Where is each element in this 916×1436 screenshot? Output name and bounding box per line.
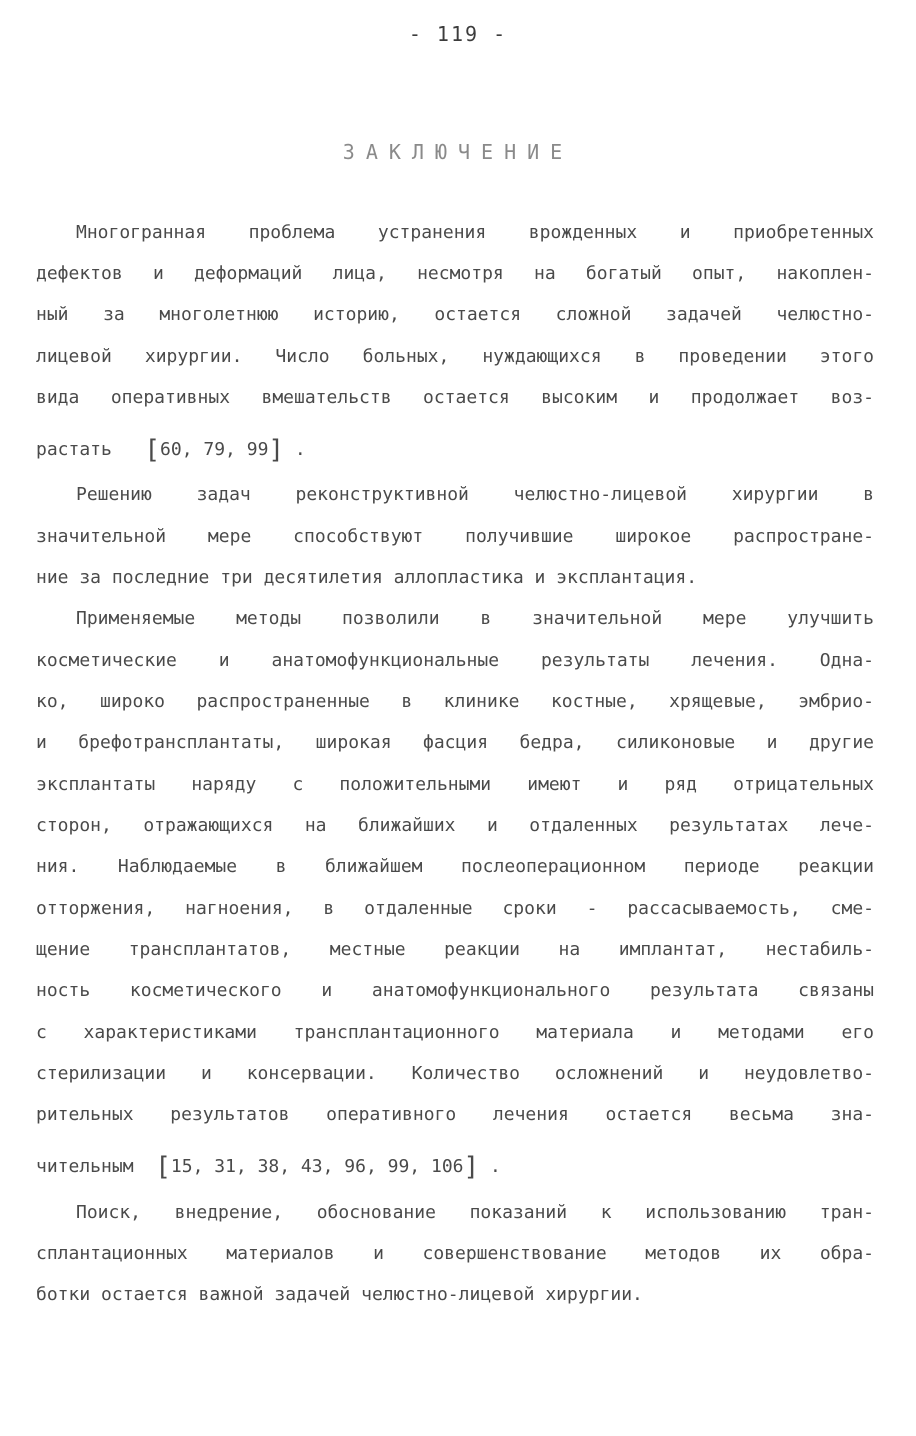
citation-numbers: 60, 79, 99 xyxy=(160,439,269,460)
text-line: дефектов и деформаций лица, несмотря на богатый опыт, накоплен- xyxy=(36,263,874,284)
text-line: косметические и анатомофункциональные результаты лечения. Одна- xyxy=(36,650,874,671)
text-line: стерилизации и консервации. Количество осложнений и неудовлетво- xyxy=(36,1063,874,1084)
citation-numbers: 15, 31, 38, 43, 96, 99, 106 xyxy=(170,1156,464,1177)
text-line: лицевой хирургии. Число больных, нуждающихся в проведении этого xyxy=(36,346,874,367)
text-line: ботки остается важной задачей челюстно-лицевой хирургии. xyxy=(36,1284,643,1305)
text-line: ко, широко распространенные в клинике костные, хрящевые, эмбрио- xyxy=(36,691,874,712)
text-line: отторжения, нагноения, в отдаленные сроки - рассасываемость, сме- xyxy=(36,898,874,919)
text-line: сторон, отражающихся на ближайших и отдаленных результатах лече- xyxy=(36,815,874,836)
section-heading: ЗАКЛЮЧЕНИЕ xyxy=(342,140,574,164)
close-bracket: ] xyxy=(463,1152,480,1182)
text-line: щение трансплантатов, местные реакции на имплантат, нестабиль- xyxy=(36,939,874,960)
text-line: ния. Наблюдаемые в ближайшем послеоперационном периоде реакции xyxy=(36,856,874,877)
text-fragment: чительным xyxy=(36,1156,134,1177)
text-line: ние за последние три десятилетия аллопластика и эксплантация. xyxy=(36,567,698,588)
text-line: с характеристиками трансплантационного материала и методами его xyxy=(36,1022,874,1043)
page-number: - 119 - xyxy=(408,22,508,46)
text-line: вида оперативных вмешательств остается высоким и продолжает воз- xyxy=(36,387,874,408)
text-line-with-citation xyxy=(36,1154,874,1180)
text-line: Применяемые методы позволили в значительной мере улучшить xyxy=(76,608,874,629)
sentence-end: . xyxy=(294,439,306,460)
text-line-with-citation xyxy=(36,437,874,463)
text-line: Решению задач реконструктивной челюстно-лицевой хирургии в xyxy=(76,484,874,505)
sentence-end: . xyxy=(490,1156,501,1177)
text-line: и брефотрансплантаты, широкая фасция бедра, силиконовые и другие xyxy=(36,732,874,753)
text-line: Многогранная проблема устранения врожденных и приобретенных xyxy=(76,222,874,243)
text-line: сплантационных материалов и совершенствование методов их обра- xyxy=(36,1243,874,1264)
text-line: рительных результатов оперативного лечения остается весьма зна- xyxy=(36,1104,874,1125)
text-line: Поиск, внедрение, обоснование показаний к использованию тран- xyxy=(76,1202,874,1223)
text-line: ность косметического и анатомофункционального результата связаны xyxy=(36,980,874,1001)
text-line: эксплантаты наряду с положительными имеют и ряд отрицательных xyxy=(36,774,874,795)
open-bracket: [ xyxy=(155,1152,171,1182)
open-bracket: [ xyxy=(144,435,161,465)
text-line: ный за многолетнюю историю, остается сложной задачей челюстно- xyxy=(36,304,874,325)
text-fragment: растать xyxy=(36,439,112,460)
text-line: значительной мере способствуют получившие широкое распростране- xyxy=(36,526,874,547)
close-bracket: ] xyxy=(268,435,285,465)
